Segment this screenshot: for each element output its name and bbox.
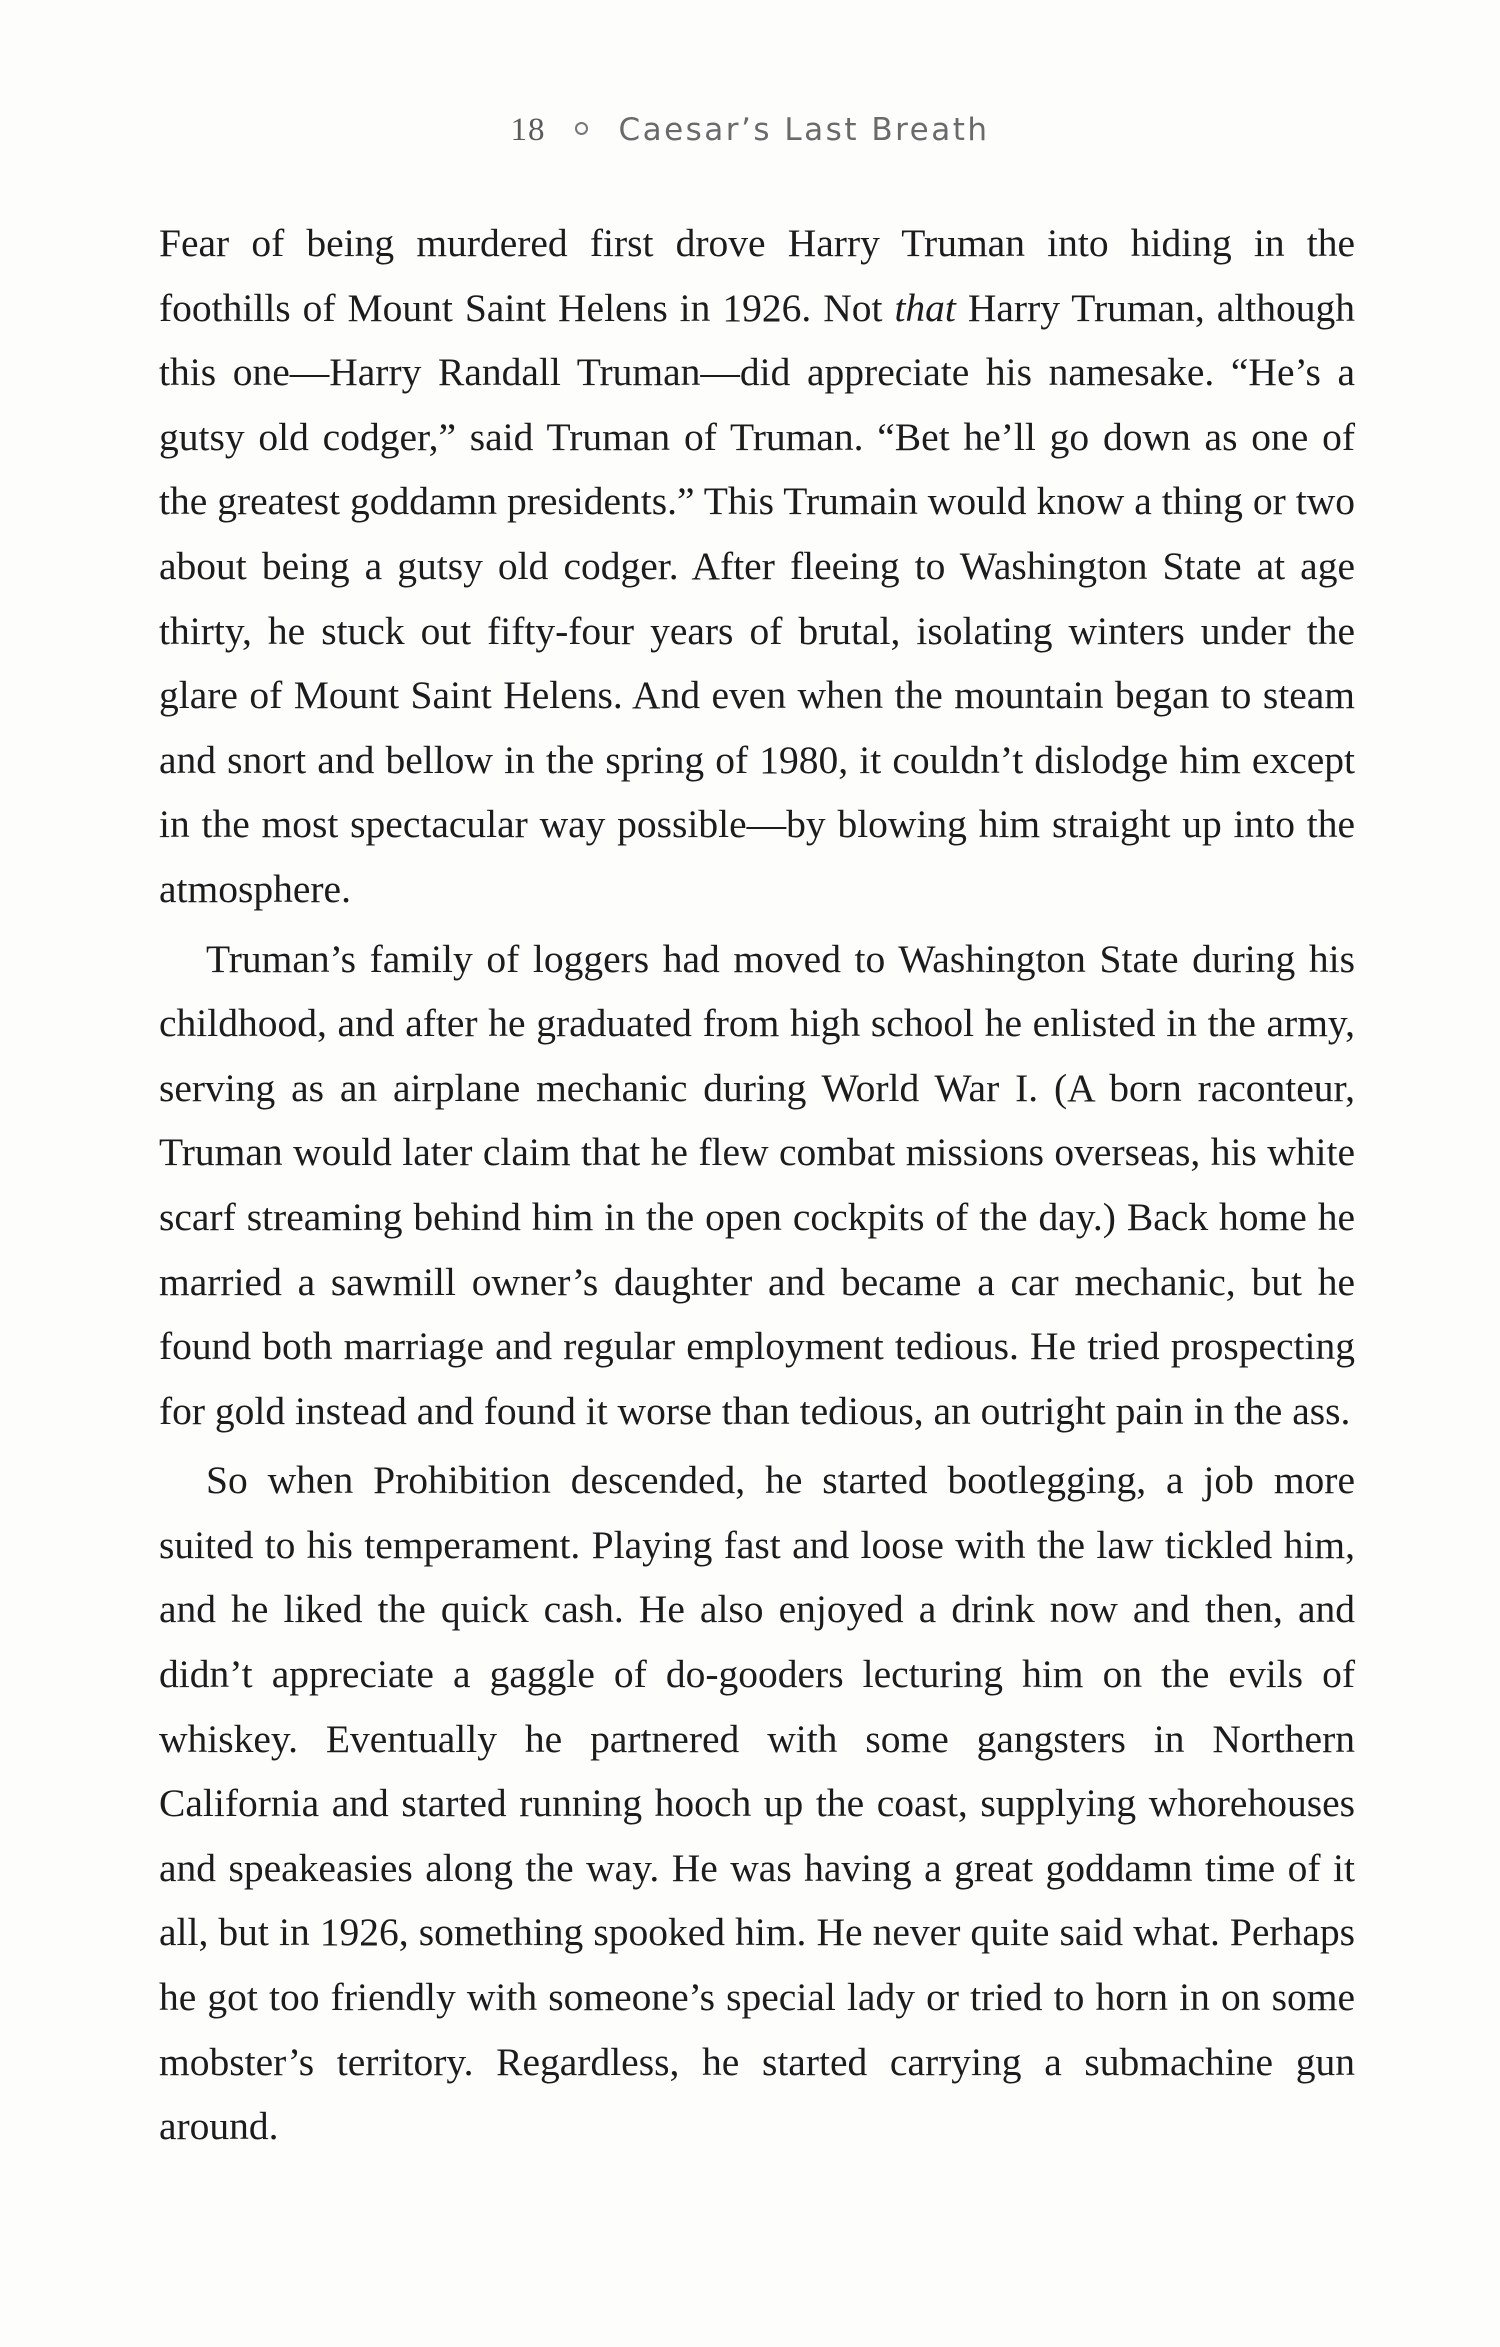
- paragraph-1: [159, 211, 1355, 922]
- body-text: [159, 211, 1355, 2159]
- book-title: Caesar’s Last Breath: [618, 112, 990, 148]
- paragraph-1-text-end: Harry Truman, although this one—Harry Randall Truman—did appreciate his namesake. “He’s a gutsy old codger,” said Truman of Truman. “Bet he’ll go down as one of the greatest goddamn presidents.” This Trumain would know a thing or two about being a gutsy old codger. After fleeing to Washington State at age thirty, he stuck out fifty-four years of brutal, isolating winters under the glare of Mount Saint Helens. And even when the mountain began to steam and snort and bellow in the spring of 1980, it couldn’t dislodge him except in the most spectacular way possible—by blowing him straight up into the atmosphere.: [159, 285, 1355, 911]
- running-head: [0, 112, 1500, 149]
- emphasis-that: that: [894, 285, 956, 330]
- paragraph-2: Truman’s family of loggers had moved to Washington State during his childhood, and after he graduated from high school he enlisted in the army, serving as an airplane mechanic during World War I. (A born raconteur, Truman would later claim that he flew combat missions overseas, his white scarf streaming behind him in the open cockpits of the day.) Back home he married a sawmill owner’s daughter and became a car mechanic, but he found both marriage and regular employment tedious. He tried prospecting for gold instead and found it worse than tedious, an outright pain in the ass.: [159, 936, 1355, 1433]
- paragraph-1-text-start: Fear of being murdered first drove Harry Truman into hiding in the foothills of Mount Saint Helens in 1926. Not: [159, 221, 1355, 330]
- paragraph-3: So when Prohibition descended, he started bootlegging, a job more suited to his temperament. Playing fast and loose with the law tickled him, and he liked the quick cash. He also enjoyed a drink now and then, and didn’t appreciate a gaggle of do-gooders lecturing him on the evils of whiskey. Eventually he partnered with some gangsters in Northern California and started running hooch up the coast, supplying whorehouses and speakeasies along the way. He was having a great goddamn time of it all, but in 1926, something spooked him. He never quite said what. Perhaps he got too friendly with someone’s special lady or tried to horn in on some mobster’s territory. Regardless, he started carrying a submachine gun around.: [159, 1458, 1355, 2149]
- bullet-separator-icon: [575, 122, 588, 135]
- page-number: 18: [510, 112, 546, 148]
